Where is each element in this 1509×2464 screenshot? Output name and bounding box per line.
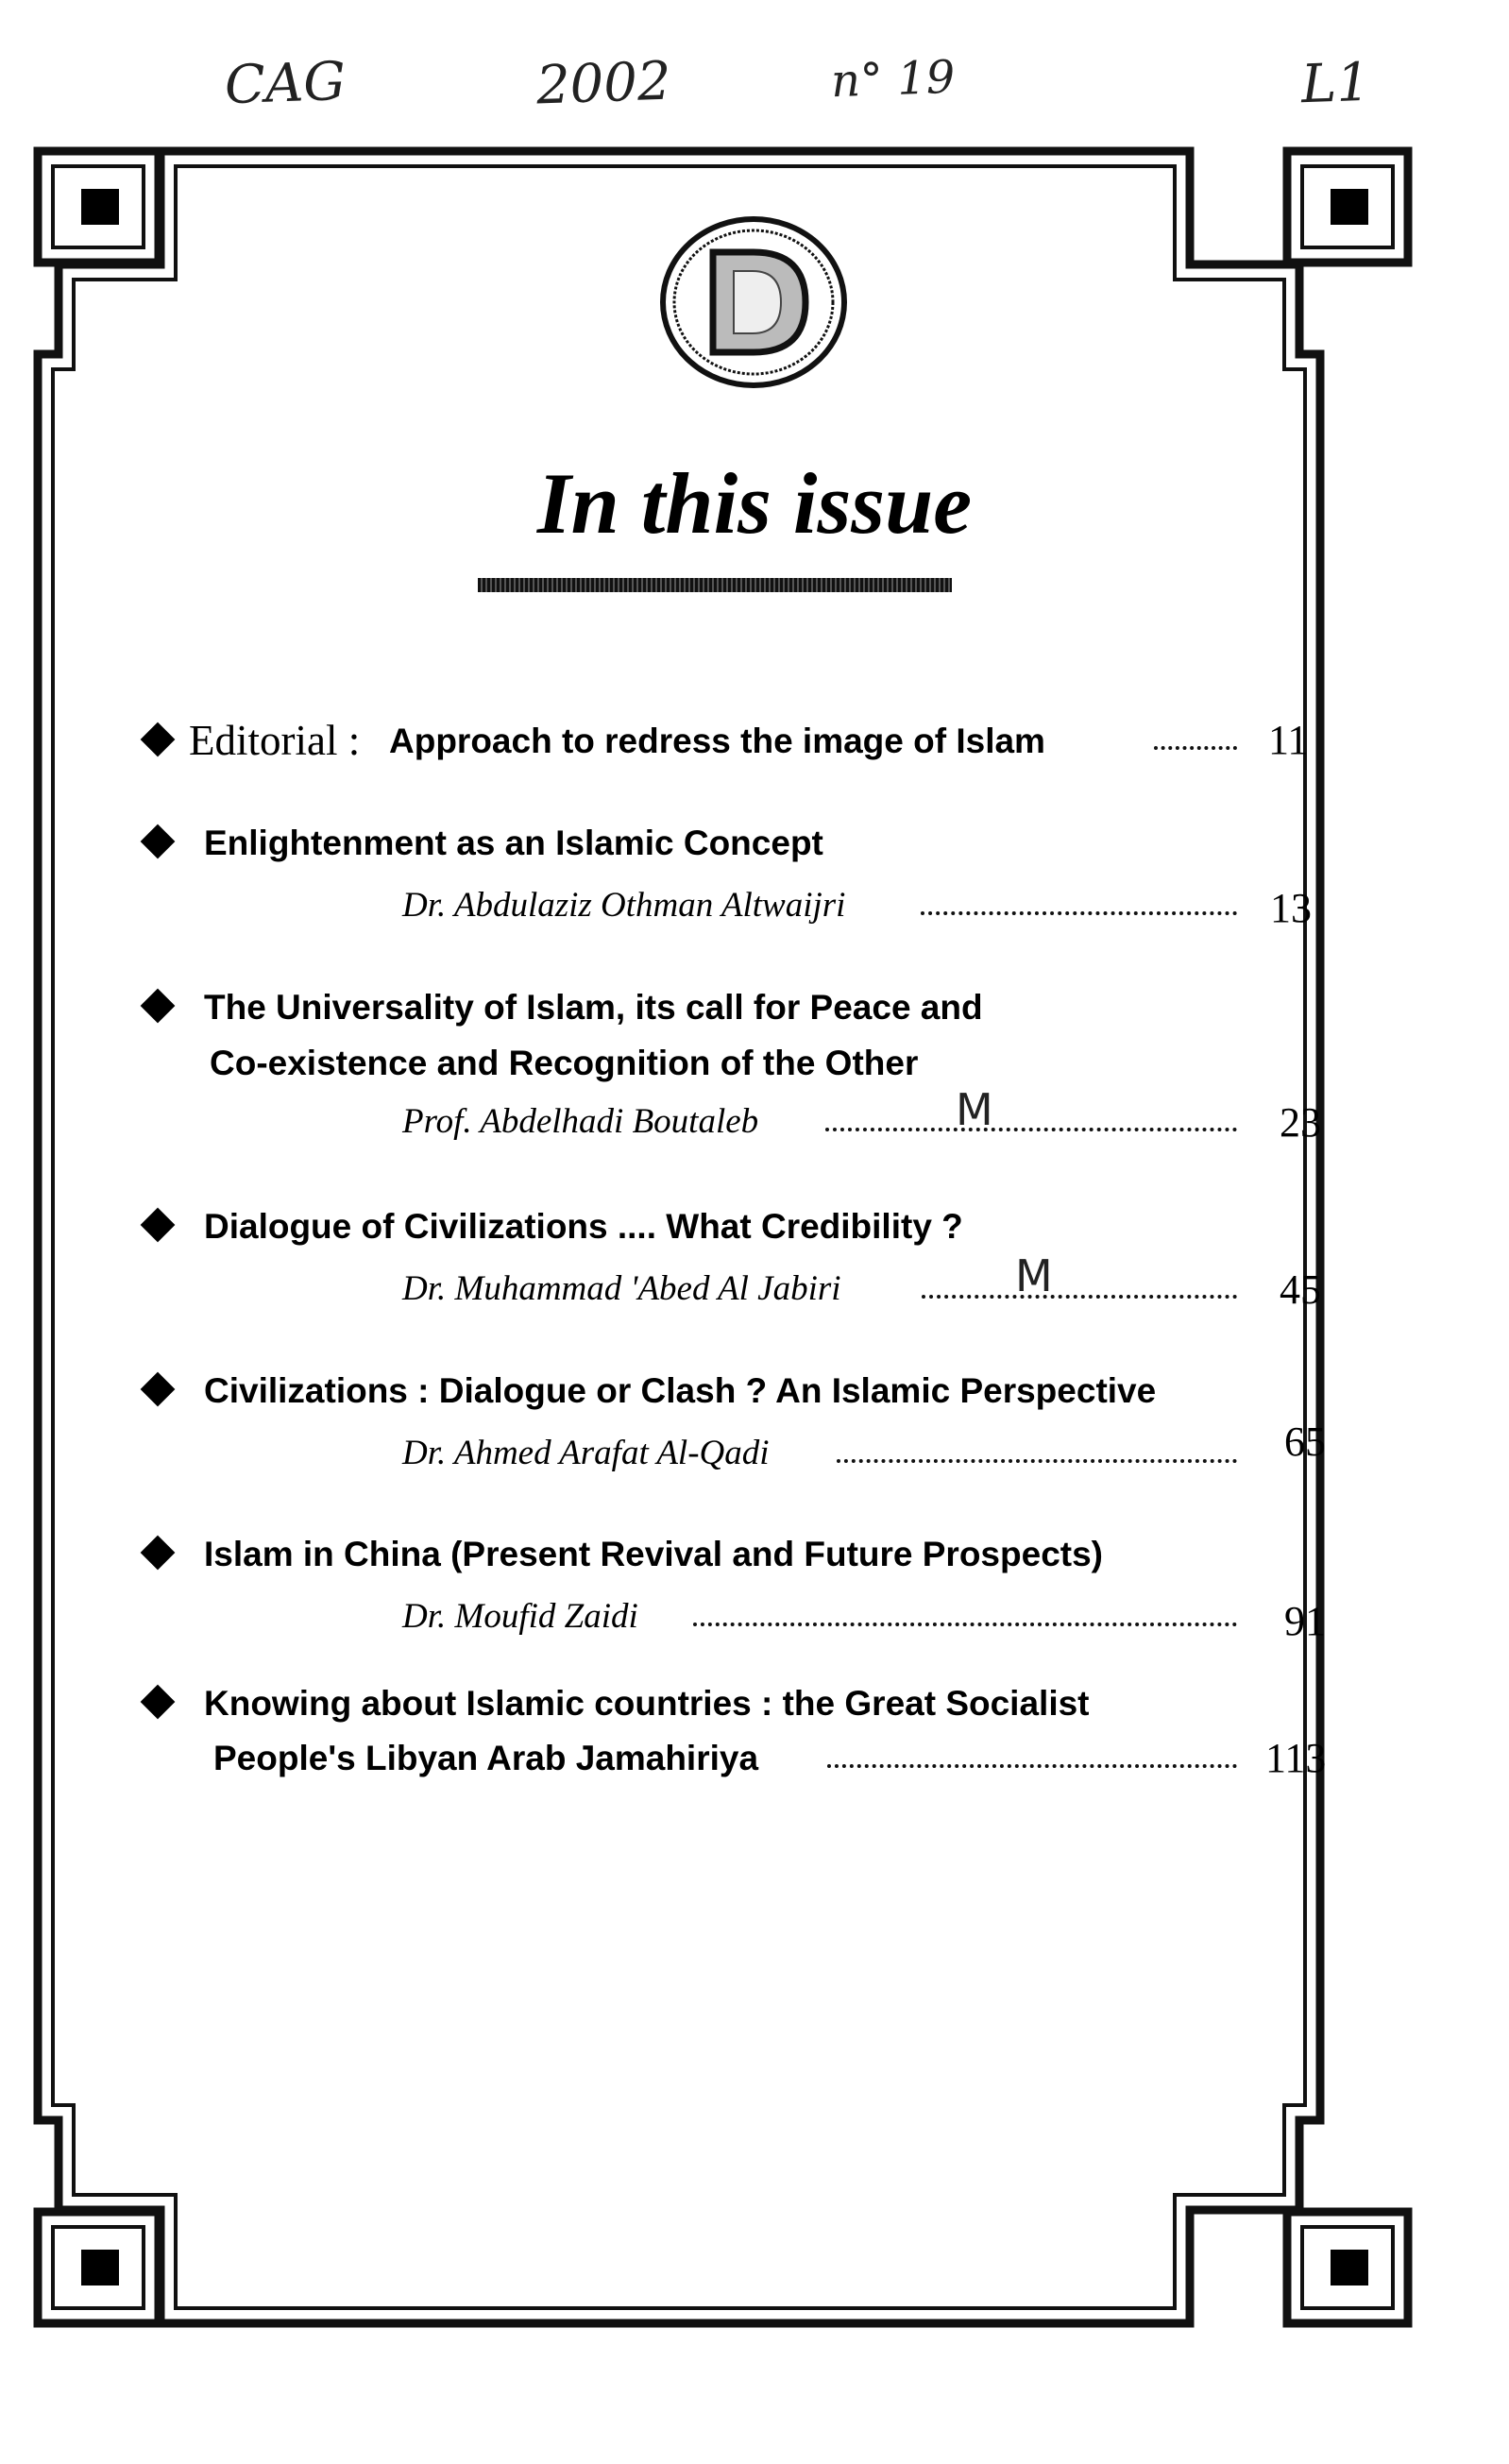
handwritten-note-year: 2002: [534, 50, 672, 117]
entry-title: Dialogue of Civilizations .... What Credibility ?: [204, 1207, 963, 1246]
entry-author: Dr. Muhammad 'Abed Al Jabiri: [402, 1269, 841, 1308]
entry-title: Approach to redress the image of Islam: [389, 722, 1045, 760]
entry-title-continued: Co-existence and Recognition of the Other: [210, 1044, 919, 1082]
entry-title: Civilizations : Dialogue or Clash ? An Islamic Perspective: [204, 1371, 1157, 1410]
entry-title: Knowing about Islamic countries : the Great Socialist: [204, 1684, 1090, 1723]
leader-dots: [1154, 746, 1237, 750]
page-number: 91: [1284, 1598, 1326, 1644]
entry-author: Dr. Abdulaziz Othman Altwaijri: [402, 886, 846, 925]
title-underline: [478, 578, 952, 592]
page-number: 11: [1268, 717, 1309, 763]
entry-label: Editorial :: [189, 717, 361, 764]
handwritten-note-issue: n° 19: [830, 50, 957, 109]
page-title: In this issue: [536, 455, 973, 552]
page-number: 23: [1280, 1099, 1321, 1146]
leader-dots: [825, 1128, 1237, 1131]
handwritten-note-right: L1: [1299, 51, 1371, 116]
handwritten-margin-mark: M: [1015, 1250, 1053, 1301]
entry-title-continued: People's Libyan Arab Jamahiriya: [213, 1739, 759, 1777]
page-number: 65: [1284, 1419, 1326, 1465]
leader-dots: [837, 1459, 1237, 1463]
handwritten-note-left: CAG: [223, 50, 348, 117]
entry-title: Islam in China (Present Revival and Future Prospects): [204, 1535, 1103, 1573]
entry-title: The Universality of Islam, its call for Peace and: [204, 988, 983, 1027]
leader-dots: [693, 1623, 1237, 1626]
leader-dots: [922, 1295, 1237, 1299]
page-number: 45: [1280, 1266, 1321, 1313]
journal-emblem-logo: [654, 212, 853, 392]
entry-author: Dr. Ahmed Arafat Al-Qadi: [402, 1434, 770, 1472]
entry-title: Enlightenment as an Islamic Concept: [204, 824, 823, 862]
page-number: 113: [1265, 1735, 1327, 1781]
leader-dots: [827, 1764, 1237, 1768]
handwritten-margin-mark: M: [956, 1084, 993, 1135]
leader-dots: [921, 911, 1237, 915]
entry-author: Dr. Moufid Zaidi: [402, 1597, 638, 1636]
entry-author: Prof. Abdelhadi Boutaleb: [402, 1102, 759, 1141]
page-number: 13: [1270, 885, 1312, 931]
